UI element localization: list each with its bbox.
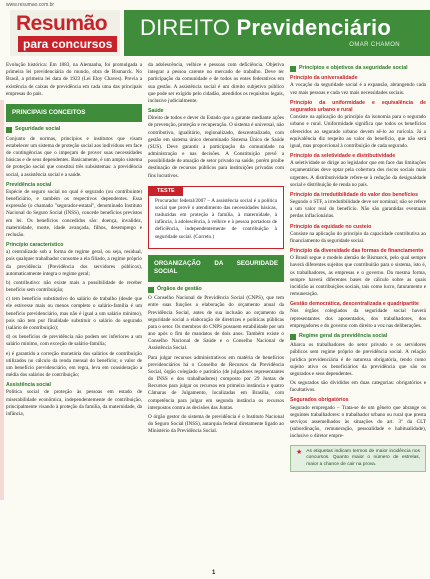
paragraph: d) os benefícios de previdência não podem ser inferiores a um salário mínimo, com exceção de salário-família; — [6, 334, 142, 348]
page-title — [140, 15, 391, 41]
subhead-label: Princípios e objetivos da seguridade social — [299, 65, 408, 71]
site-url: www.resumao.com.br — [6, 2, 55, 8]
logo-line1: Resumão — [16, 12, 108, 35]
paragraph: da adolescência, velhice e pessoas com deficiência. Objetiva integrar a pessoa carente no mercado de trabalho. Deve ter participação da comunidade e de todos os entes federativos em sua gestão. A assistência social é um direito subjetivo público que pode ser exigido pelo cidadão, atendidos os requisitos legais, inclusive judicialmente. — [148, 62, 284, 104]
paragraph: Os segurados são divididos em duas categorias: obrigatórios e facultativos. — [290, 380, 426, 394]
subhead-seguridade — [6, 126, 142, 133]
column-1 — [6, 62, 142, 420]
paragraph: Conjunto de normas, princípios e institutos que visam estabelecer um sistema de proteção social aos indivíduos em face de contingências que o impeçam de prover suas necessidades básicas e de seus dependentes. Basicamente, é um amplo sistema de proteção social que constitui três subsistemas: a previdência social, a assistência social e a saúde. — [6, 135, 142, 178]
subhead-saude: Saúde — [148, 108, 164, 115]
paragraph: A seletividade se dirige ao legislador que em face das limitações orçamentárias deve optar pela cobertura dos riscos sociais mais urgentes. A distributividade refere-se à redução da desigualdade social e distribuição de renda no país. — [290, 160, 426, 188]
paragraph: a) centralizado sob a forma de regime geral, ou seja, residual, pois qualquer trabalhador consome a ela filiado, a regime próprio da previdência (Previdência dos servidores públicos), automaticamente integra o regime geral; — [6, 249, 142, 277]
paragraph: Segundo o STF, a irredutibilidade deve ser nominal; não se refere a um valor real do benefício. Não são garantidas eventuais perdas inflacionárias. — [290, 199, 427, 220]
subhead: Princípio da universalidade — [290, 75, 358, 82]
title-prefix: DIREITO — [140, 15, 231, 40]
subhead-previdencia: Previdência social — [6, 181, 52, 188]
subhead: Princípio da seletividade e distributividade — [290, 153, 396, 160]
logo — [10, 10, 120, 56]
subhead: Princípio da irredutibilidade do valor dos benefícios — [290, 191, 418, 198]
paragraph: Espécie de seguro social no qual é segurado (ou contribuinte) beneficiário, e também os respectivos dependentes. Essa expressão (o chamado "segurador-estatal", denominado Instituto Nacional do Seguro Social (INSS), concede benefícios previstos em lei. Os benefícios concedidos são: doença, invalidez, maternidade, morte, idade avançada, filhos, desemprego e reclusão. — [6, 188, 142, 238]
paragraph: e) é garantido a correção monetária dos salários de contribuição utilizados no cálculo da renda mensal do benefício; o valor de um benefício previdenciário, em regra, leva em consideração a média dos salários de contribuição; — [6, 350, 142, 379]
paragraph: c) tem benefício substitutivo do salário de trabalho (desde que ele estivesse mais ou menos completo o salário-família é um benefício previdenciário, mas não é igual a um salário mínimo), pois não tem por finalidade substituir o salário do segurado (salário de contribuição); — [6, 296, 142, 331]
subhead: Princípio da equidade no custeio — [290, 223, 372, 230]
subhead: Princípio da diversidade das formas de financiamento — [290, 248, 424, 255]
paragraph: Nos órgãos colegiados da seguridade social haverá representantes dos aposentados, dos trabalhadores, dos empregadores e do governo com direito a voz nas deliberações. — [290, 308, 426, 329]
logo-line2: para concursos — [18, 36, 117, 52]
page-number: 1 — [212, 570, 216, 576]
star-icon: ★ — [296, 448, 303, 456]
paragraph: Consiste na aplicação do princípio da isonomia para o segurado urbano e rural. Uniformidade significa que todos os benefícios oferecidos ao segurado urbano devem sê-lo ao rurícola. Já a equivalência diz respeito ao valor do benefício, que não será igual, mas proporcional à contribuição de cada segurado. — [290, 114, 426, 149]
tip-text: As etiquetas indicam termos de maior incidência nos concursos. Quanto maior o número de estrelas, maior a chance de cair na prova. — [306, 448, 420, 467]
subhead: Segurados obrigatórios — [290, 397, 349, 404]
side-accent — [0, 100, 4, 500]
section-organizacao: ORGANIZAÇÃO DA SEGURIDADE SOCIAL — [148, 255, 284, 282]
bullet-icon — [290, 66, 296, 72]
subhead: Gestão democrática, descentralizada e quadripartite — [290, 301, 419, 308]
paragraph: Segurado empregado – Trata-se de um gênero que abrange os seguintes trabalhadores: o trabalhador urbano ou rural que presta serviços assemelhados às situações do art. 3º da CLT (subordinação, remuneração, pessoalidade e habitualidade), inclusive o diretor empre- — [290, 404, 426, 440]
subhead-caracteristicas: Princípio característico — [6, 242, 64, 249]
subhead-orgaos — [148, 286, 284, 293]
title-banner — [124, 10, 430, 56]
bullet-icon — [148, 287, 154, 293]
subhead-assistencia: Assistência social — [6, 382, 51, 389]
test-tag: TESTE — [149, 187, 183, 197]
subhead-principios — [290, 65, 426, 72]
paragraph: A vocação da seguridade social é a expansão, abrangendo cada vez mais pessoas e cada vez mais necessidades sociais. — [290, 82, 426, 96]
section-principais-conceitos: PRINCIPAIS CONCEITOS — [6, 104, 142, 123]
paragraph: O Conselho Nacional de Previdência Social (CNPS), que tem entre suas funções a elaboração do orçamento anual da Previdência Social, antes de sua inclusão ao orçamento da seguridade social a elaboração de diretrizes e políticas públicas para o setor. Os membros do CNPS possuem estabilidade por um ano após o fim de mandatos de dois anos. Também existe o Conselho Nacional de Saúde e o Conselho Nacional de Assistência Social. — [148, 295, 284, 352]
paragraph: Abarca os trabalhadores do setor privado e os servidores públicos sem regime próprio de previdência social. A relação jurídica previdenciária é de natureza obrigatória, tendo como sujeito ativo os beneficiários da previdência que são os segurados e seus dependentes. — [290, 342, 426, 377]
column-2 — [148, 62, 284, 437]
subhead-label: Órgãos de gestão — [157, 285, 202, 292]
paragraph: O órgão gestor do sistema de previdência é o Instituto Nacional do Seguro Social (INSS), autarquia federal diretamente ligado ao Ministério da Previdência Social. — [148, 413, 284, 435]
paragraph: O Brasil segue o modelo alemão de Bismarck, pelo qual sempre haverá diferentes sujeitos que contribuirão para o sistema, isto é, os trabalhadores, as empresas e o governo. Da mesma forma, sempre haverá diferentes bases de cálculo sobre as quais incidirão as contribuições sociais, tais como lucro, faturamento e remuneração. — [290, 255, 426, 298]
subhead-label: Seguridade social — [15, 126, 61, 133]
paragraph: Para julgar recursos administrativos em matéria de benefícios previdenciários há o Conselho de Recursos da Previdência Social, órgão colegiado e paritário (de julgadores representantes do INSS e dos trabalhadores) composto por 29 Juntas de Recursos para julgar os recursos em primeira instância e quatro Câmaras de Julgamento, localizadas em Brasília, com competência para julgar em segunda instância os recursos interpostos contra as decisões das Juntas. — [148, 354, 284, 411]
paragraph: Política social de proteção às pessoas em estado de miserabilidade econômica, independentemente de contribuição, principalmente visando à proteção da família, da maternidade, da infância, — [6, 389, 142, 417]
subhead-regime-geral — [290, 333, 426, 340]
tip-box — [290, 445, 426, 473]
paragraph: Consiste na aplicação do princípio da capacidade contributiva ao financiamento da seguridade social. — [290, 230, 426, 244]
header — [0, 8, 430, 58]
bullet-icon — [6, 127, 12, 133]
subhead: Princípio da uniformidade e equivalência de segurados urbano e rural — [290, 99, 426, 113]
column-3 — [290, 62, 426, 472]
paragraph: Direito de todos e dever do Estado que a garante mediante ações de prevenção, proteção e recuperação. O sistema é universal, não contributivo, igualitário, regionalizado, descentralizado, com gestão em sistema único denominado Sistema Único de Saúde (SUS). Deve garantir a participação da comunidade na administração e nas decisões. A Constituição prevê a possibilidade de atuação de setor privado na saúde, porém proíbe destinação de recursos públicos para instituições privadas com fins lucrativos. — [148, 115, 284, 179]
author: OMAR CHAMON — [349, 42, 400, 48]
test-body: Procurador federal/2007 – A assistência social é a política social que provê o atendimento das necessidades básicas, traduzidas em proteção à família, à maternidade, à infância, à adolescência, à velhice e à pessoa portadora de deficiência, independentemente de contribuição à seguridade social. (Correto.) — [155, 197, 277, 240]
test-box — [148, 186, 284, 249]
intro-paragraph: Evolução histórica: Em 1883, na Alemanha, foi promulgada a primeira lei previdenciária do mundo, obra de Bismarck. No Brasil, a primeira lei data de 1923 (Lei Eloy Chaves). Previa a existência de caixas de previdência em cada uma das principais empresas do país. — [6, 62, 142, 97]
subhead-label: Regime geral da previdência social — [299, 332, 388, 339]
title-main: Previdenciário — [236, 15, 391, 40]
paragraph: b) contributivo: não existe mais a possibilidade de receber benefício sem contribuição; — [6, 279, 142, 294]
bullet-icon — [290, 334, 296, 340]
